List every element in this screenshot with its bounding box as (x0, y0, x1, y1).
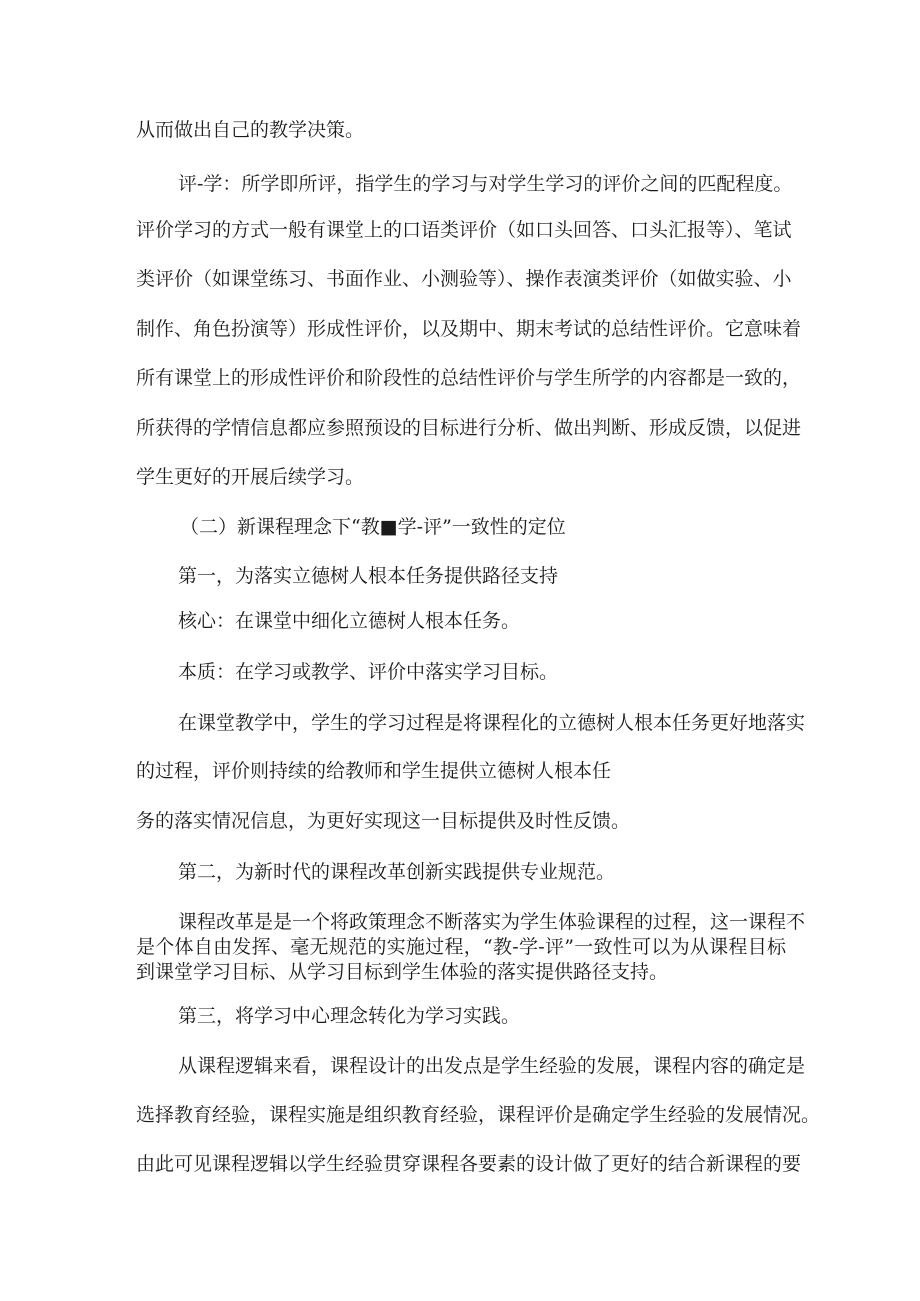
paragraph-line: 所有课堂上的形成性评价和阶段性的总结性评价与学生所学的内容都是一致的， (136, 367, 802, 389)
paragraph-line: 由此可见课程逻辑以学生经验贯穿课程各要素的设计做了更好的结合新课程的要 (136, 1153, 802, 1175)
paragraph-line: 核心：在课堂中细化立德树人根本任务。 (178, 610, 521, 632)
subsection-title: 第三，将学习中心理念转化为学习实践。 (178, 1005, 521, 1027)
paragraph-line: 在课堂教学中，学生的学习过程是将课程化的立德树人根本任务更好地落实 (178, 712, 806, 734)
paragraph-line: 选择教育经验，课程实施是组织教育经验，课程评价是确定学生经验的发展情况。 (136, 1104, 821, 1126)
paragraph-line: 制作、角色扮演等）形成性评价，以及期中、期末考试的总结性评价。它意味着 (136, 318, 802, 340)
subsection-title: 第一，为落实立德树人根本任务提供路径支持 (178, 565, 559, 587)
paragraph-line: 务的落实情况信息，为更好实现这一目标提供及时性反馈。 (136, 810, 631, 832)
paragraph-line: 评-学：所学即所评，指学生的学习与对学生学习的评价之间的匹配程度。 (178, 173, 793, 195)
paragraph-line: 本质：在学习或教学、评价中落实学习目标。 (178, 661, 559, 683)
paragraph-line: 到课堂学习目标、从学习目标到学生体验的落实提供路径支持。 (136, 961, 669, 983)
paragraph-line: 学生更好的开展后续学习。 (136, 466, 365, 488)
section-heading: （二）新课程理念下“教■学-评”一致性的定位 (180, 516, 566, 538)
paragraph-line: 课程改革是是一个将政策理念不断落实为学生体验课程的过程，这一课程不 (178, 911, 806, 933)
paragraph-line: 从课程逻辑来看，课程设计的出发点是学生经验的发展，课程内容的确定是 (178, 1055, 806, 1077)
paragraph-line: 所获得的学情信息都应参照预设的目标进行分析、做出判断、形成反馈，以促进 (136, 417, 802, 439)
paragraph-line: 从而做出自己的教学决策。 (136, 119, 365, 141)
paragraph-line: 评价学习的方式一般有课堂上的口语类评价（如口头回答、口头汇报等）、笔试 (136, 219, 792, 241)
paragraph-line: 是个体自由发挥、毫无规范的实施过程，“教-学-评”一致性可以为从课程目标 (136, 936, 786, 958)
paragraph-line: 的过程，评价则持续的给教师和学生提供立德树人根本任 (136, 760, 612, 782)
subsection-title: 第二，为新时代的课程改革创新实践提供专业规范。 (178, 861, 616, 883)
paragraph-line: 类评价（如课堂练习、书面作业、小测验等）、操作表演类评价（如做实验、小 (136, 268, 792, 290)
